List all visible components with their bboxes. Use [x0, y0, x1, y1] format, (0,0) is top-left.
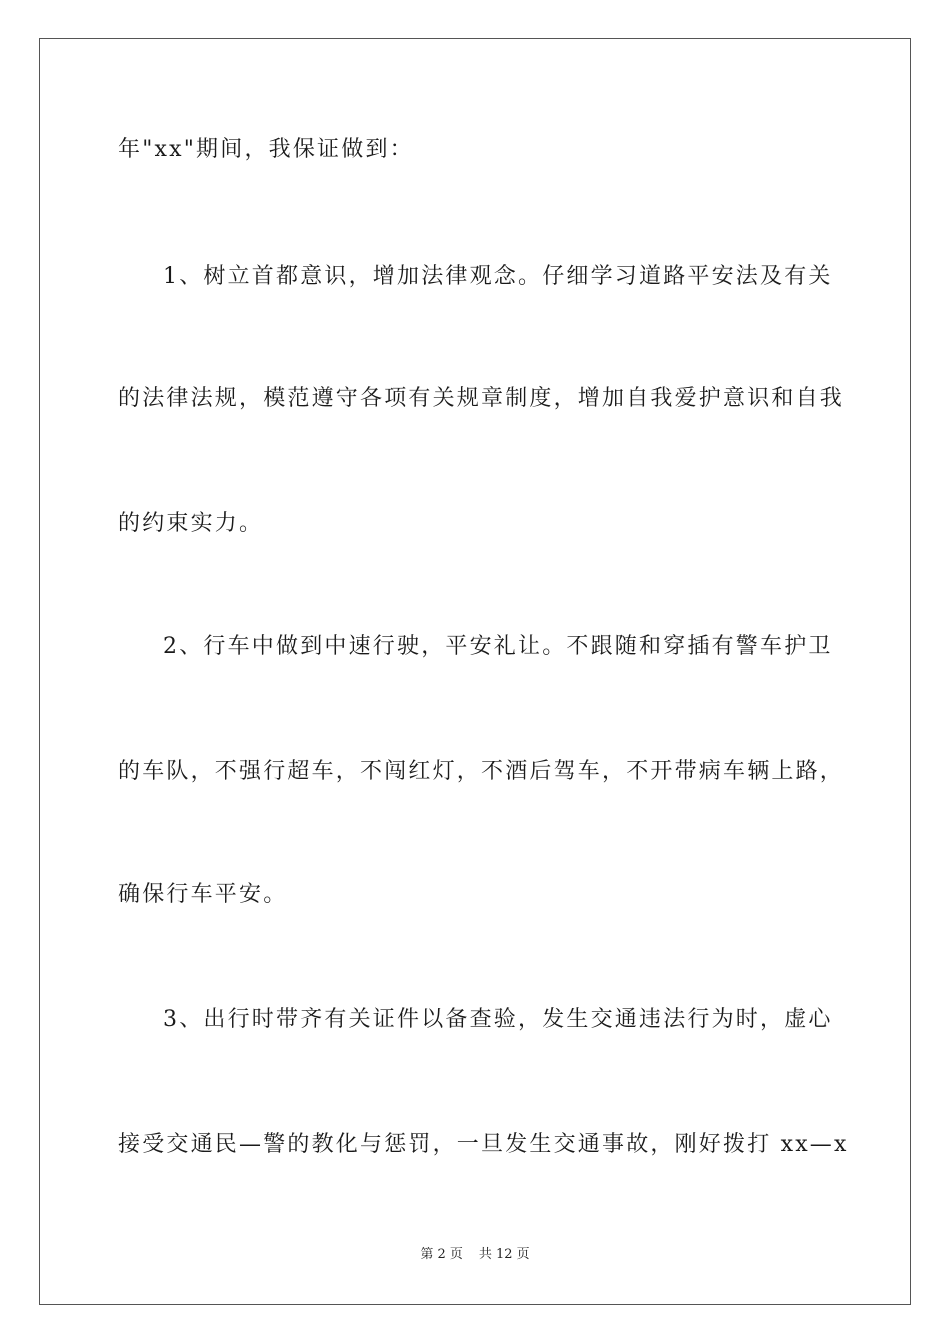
- text-line: 接受交通民—警的教化与惩罚，一旦发生交通事故，刚好拨打 xx—x: [118, 1132, 849, 1157]
- page-footer: [0, 1246, 950, 1264]
- text-line: 3、出行时带齐有关证件以备查验，发生交通违法行为时，虚心: [163, 1007, 833, 1032]
- page-total: 共 12 页: [478, 1247, 530, 1262]
- text-line: 的法律法规，模范遵守各项有关规章制度，增加自我爱护意识和自我: [118, 386, 845, 411]
- text-line: 2、行车中做到中速行驶，平安礼让。不跟随和穿插有警车护卫: [163, 634, 833, 659]
- text-line: 的约束实力。: [118, 511, 264, 536]
- text-line: 确保行车平安。: [118, 882, 288, 907]
- text-line: 1、树立首都意识，增加法律观念。仔细学习道路平安法及有关: [163, 264, 833, 289]
- page-border: [39, 38, 911, 1305]
- page-number: 第 2 页: [420, 1247, 463, 1262]
- text-line: 年"xx"期间，我保证做到：: [118, 137, 414, 162]
- text-line: 的车队，不强行超车，不闯红灯，不酒后驾车，不开带病车辆上路，: [118, 759, 845, 784]
